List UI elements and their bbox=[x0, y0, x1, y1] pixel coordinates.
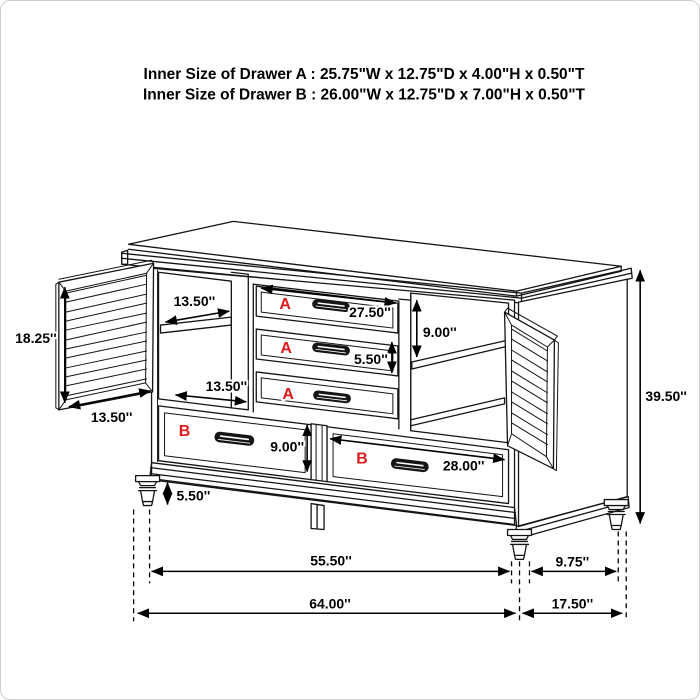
dim-drawer-b-width: 28.00'' bbox=[442, 457, 485, 474]
dim-right-compartment-height: 9.00'' bbox=[422, 324, 457, 341]
dim-door-height: 18.25'' bbox=[15, 330, 57, 347]
dim-leg-height: 5.50'' bbox=[176, 487, 211, 504]
label-drawer-b1: B bbox=[178, 422, 191, 440]
dim-door-width: 13.50'' bbox=[90, 408, 133, 425]
right-compartment bbox=[411, 293, 509, 443]
dim-drawer-b-height: 9.00'' bbox=[270, 438, 305, 455]
dim-overall-width: 64.00'' bbox=[309, 595, 351, 612]
right-door-open bbox=[505, 308, 559, 471]
label-drawer-b2: B bbox=[356, 450, 368, 468]
label-drawer-a1: A bbox=[279, 296, 291, 314]
header-drawer-b-size: Inner Size of Drawer B : 26.00"W x 12.75"D x 7.00"H x 0.50"T bbox=[142, 86, 585, 104]
left-door-open bbox=[56, 260, 154, 410]
dim-overall-height: 39.50'' bbox=[645, 387, 687, 404]
dim-shelf-width: 13.50'' bbox=[205, 377, 248, 394]
dim-drawer-a-width: 27.50'' bbox=[349, 304, 391, 321]
dim-front-width-inner: 55.50'' bbox=[310, 552, 352, 569]
label-drawer-a3: A bbox=[282, 385, 294, 403]
dim-side-depth-inner: 9.75'' bbox=[555, 553, 590, 570]
label-drawer-a2: A bbox=[280, 339, 292, 357]
dim-shelf-depth-top: 13.50'' bbox=[173, 293, 216, 310]
furniture-dimension-diagram bbox=[1, 1, 699, 699]
header-drawer-a-size: Inner Size of Drawer A : 25.75"W x 12.75"D x 4.00"H x 0.50"T bbox=[143, 65, 585, 83]
dim-overall-depth: 17.50'' bbox=[551, 595, 594, 612]
dim-drawer-a-height: 5.50'' bbox=[354, 350, 388, 367]
center-support-leg bbox=[311, 504, 324, 530]
